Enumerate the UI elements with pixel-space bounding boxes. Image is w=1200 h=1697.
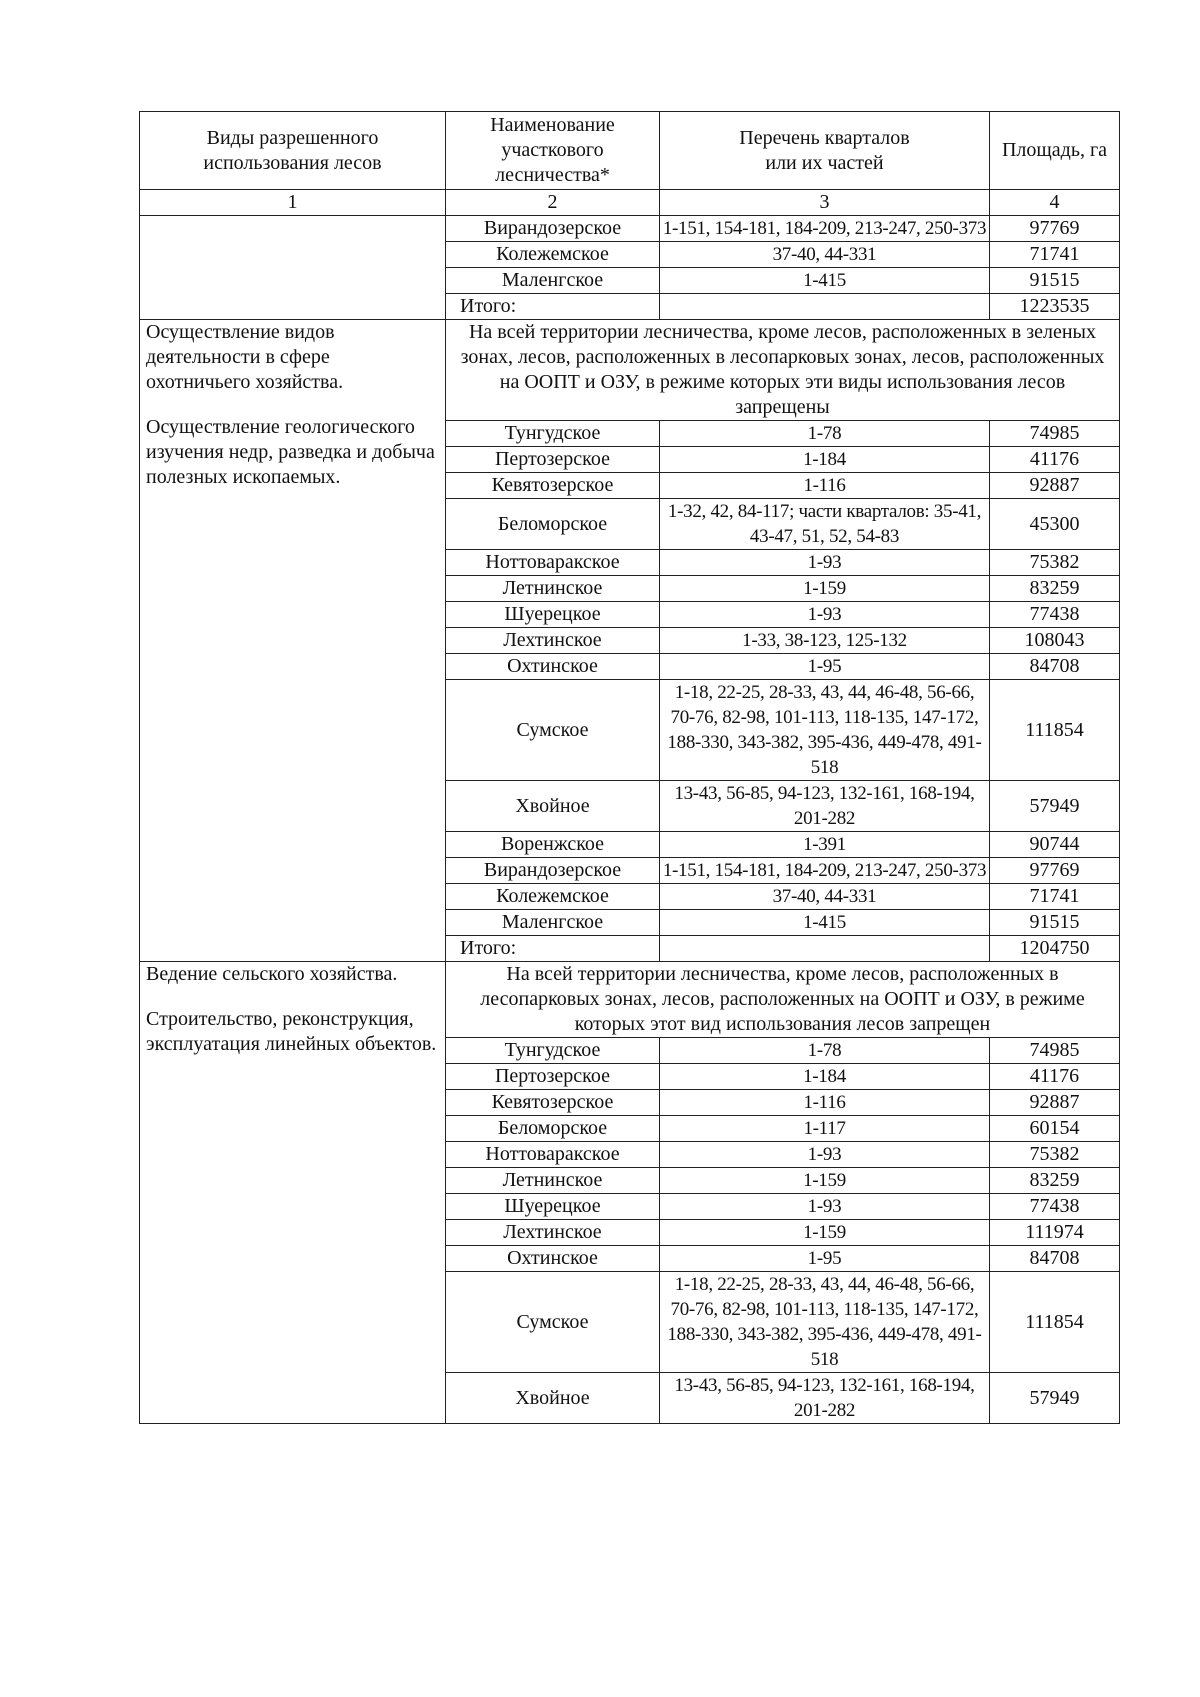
quarters-list: 1-116 <box>660 1090 990 1116</box>
area-value: 83259 <box>990 1168 1120 1194</box>
district-name: Пертозерское <box>446 447 660 473</box>
district-name: Вирандозерское <box>446 216 660 242</box>
quarters-list: 1-78 <box>660 1038 990 1064</box>
quarters-list: 1-116 <box>660 473 990 499</box>
quarters-list: 1-32, 42, 84-117; части кварталов: 35-41, 43-47, 51, 52, 54-83 <box>660 499 990 550</box>
district-name: Кевятозерское <box>446 1090 660 1116</box>
quarters-list: 1-415 <box>660 268 990 294</box>
district-name: Ноттоваракское <box>446 550 660 576</box>
activity-cell <box>140 962 446 1424</box>
area-value: 111854 <box>990 1272 1120 1373</box>
quarters-list: 1-93 <box>660 550 990 576</box>
area-value: 84708 <box>990 654 1120 680</box>
district-name: Охтинское <box>446 1246 660 1272</box>
activity-text: Ведение сельского хозяйства. <box>146 963 398 985</box>
area-value: 74985 <box>990 1038 1120 1064</box>
area-value: 111854 <box>990 680 1120 781</box>
district-name: Кевятозерское <box>446 473 660 499</box>
area-value: 57949 <box>990 781 1120 832</box>
area-value: 83259 <box>990 576 1120 602</box>
area-value: 111974 <box>990 1220 1120 1246</box>
total-empty-cell <box>660 294 990 320</box>
header-number-row <box>140 190 1120 216</box>
district-name: Сумское <box>446 680 660 781</box>
area-value: 77438 <box>990 602 1120 628</box>
area-value: 75382 <box>990 550 1120 576</box>
district-name: Маленгское <box>446 910 660 936</box>
header-num-3: 3 <box>660 190 990 216</box>
quarters-list: 13-43, 56-85, 94-123, 132-161, 168-194, 201-282 <box>660 1373 990 1424</box>
area-value: 92887 <box>990 1090 1120 1116</box>
district-name: Колежемское <box>446 884 660 910</box>
area-value: 84708 <box>990 1246 1120 1272</box>
total-value: 1223535 <box>990 294 1120 320</box>
activity-cell <box>140 216 446 320</box>
quarters-list: 1-391 <box>660 832 990 858</box>
total-label: Итого: <box>446 936 660 962</box>
quarters-list: 37-40, 44-331 <box>660 242 990 268</box>
quarters-list: 1-415 <box>660 910 990 936</box>
district-name: Хвойное <box>446 1373 660 1424</box>
district-name: Беломорское <box>446 499 660 550</box>
quarters-list: 1-95 <box>660 1246 990 1272</box>
quarters-list: 1-18, 22-25, 28-33, 43, 44, 46-48, 56-66, 70-76, 82-98, 101-113, 118-135, 147-172, 188-330, 343-382, 395-436, 449-478, 491-518 <box>660 1272 990 1373</box>
district-name: Тунгудское <box>446 1038 660 1064</box>
header-num-1: 1 <box>140 190 446 216</box>
quarters-list: 1-18, 22-25, 28-33, 43, 44, 46-48, 56-66, 70-76, 82-98, 101-113, 118-135, 147-172, 188-330, 343-382, 395-436, 449-478, 491-518 <box>660 680 990 781</box>
district-name: Беломорское <box>446 1116 660 1142</box>
territory-note: На всей территории лесничества, кроме лесов, расположенных в зеленых зонах, лесов, расположенных в лесопарковых зонах, лесов, расположенных на ООПТ и ОЗУ, в режиме которых эти виды использования лесов запрещены <box>446 320 1120 421</box>
area-value: 77438 <box>990 1194 1120 1220</box>
district-name: Шуерецкое <box>446 602 660 628</box>
forest-use-table <box>139 111 1120 1424</box>
quarters-list: 1-93 <box>660 1194 990 1220</box>
area-value: 41176 <box>990 447 1120 473</box>
header-quarters-list: Перечень кварталов или их частей <box>660 112 990 190</box>
district-name: Охтинское <box>446 654 660 680</box>
district-name: Маленгское <box>446 268 660 294</box>
area-value: 74985 <box>990 421 1120 447</box>
header-num-4: 4 <box>990 190 1120 216</box>
area-value: 57949 <box>990 1373 1120 1424</box>
district-name: Летнинское <box>446 1168 660 1194</box>
header-use-types: Виды разрешенного использования лесов <box>140 112 446 190</box>
activity-cell <box>140 320 446 962</box>
activity-text: Осуществление видов деятельности в сфере охотничьего хозяйства. <box>146 321 344 393</box>
area-value: 92887 <box>990 473 1120 499</box>
quarters-list: 1-159 <box>660 1168 990 1194</box>
quarters-list: 1-33, 38-123, 125-132 <box>660 628 990 654</box>
total-empty-cell <box>660 936 990 962</box>
header-district-name: Наименование участкового лесничества* <box>446 112 660 190</box>
area-value: 91515 <box>990 910 1120 936</box>
activity-text: Строительство, реконструкция, эксплуатация линейных объектов. <box>146 1008 437 1055</box>
header-area: Площадь, га <box>990 112 1120 190</box>
district-name: Хвойное <box>446 781 660 832</box>
district-name: Лехтинское <box>446 628 660 654</box>
quarters-list: 1-93 <box>660 602 990 628</box>
quarters-list: 13-43, 56-85, 94-123, 132-161, 168-194, 201-282 <box>660 781 990 832</box>
district-name: Тунгудское <box>446 421 660 447</box>
district-name: Лехтинское <box>446 1220 660 1246</box>
activity-text: Осуществление геологического изучения недр, разведка и добыча полезных ископаемых. <box>146 416 435 488</box>
quarters-list: 1-159 <box>660 1220 990 1246</box>
quarters-list: 1-184 <box>660 1064 990 1090</box>
quarters-list: 1-78 <box>660 421 990 447</box>
table-row <box>140 216 1120 242</box>
quarters-list: 1-151, 154-181, 184-209, 213-247, 250-373 <box>660 858 990 884</box>
quarters-list: 1-95 <box>660 654 990 680</box>
total-label: Итого: <box>446 294 660 320</box>
district-name: Сумское <box>446 1272 660 1373</box>
note-row <box>140 320 1120 421</box>
area-value: 75382 <box>990 1142 1120 1168</box>
header-row <box>140 112 1120 190</box>
area-value: 91515 <box>990 268 1120 294</box>
area-value: 41176 <box>990 1064 1120 1090</box>
note-row <box>140 962 1120 1038</box>
header-num-2: 2 <box>446 190 660 216</box>
quarters-list: 1-151, 154-181, 184-209, 213-247, 250-373 <box>660 216 990 242</box>
area-value: 45300 <box>990 499 1120 550</box>
quarters-list: 1-184 <box>660 447 990 473</box>
area-value: 71741 <box>990 242 1120 268</box>
area-value: 108043 <box>990 628 1120 654</box>
area-value: 60154 <box>990 1116 1120 1142</box>
quarters-list: 1-159 <box>660 576 990 602</box>
quarters-list: 37-40, 44-331 <box>660 884 990 910</box>
district-name: Колежемское <box>446 242 660 268</box>
area-value: 97769 <box>990 858 1120 884</box>
district-name: Летнинское <box>446 576 660 602</box>
area-value: 90744 <box>990 832 1120 858</box>
district-name: Пертозерское <box>446 1064 660 1090</box>
quarters-list: 1-117 <box>660 1116 990 1142</box>
district-name: Шуерецкое <box>446 1194 660 1220</box>
district-name: Вирандозерское <box>446 858 660 884</box>
territory-note: На всей территории лесничества, кроме лесов, расположенных в лесопарковых зонах, лесов, расположенных на ООПТ и ОЗУ, в режиме которых этот вид использования лесов запрещен <box>446 962 1120 1038</box>
district-name: Воренжское <box>446 832 660 858</box>
quarters-list: 1-93 <box>660 1142 990 1168</box>
area-value: 71741 <box>990 884 1120 910</box>
area-value: 97769 <box>990 216 1120 242</box>
district-name: Ноттоваракское <box>446 1142 660 1168</box>
table-body <box>140 112 1120 1424</box>
total-value: 1204750 <box>990 936 1120 962</box>
